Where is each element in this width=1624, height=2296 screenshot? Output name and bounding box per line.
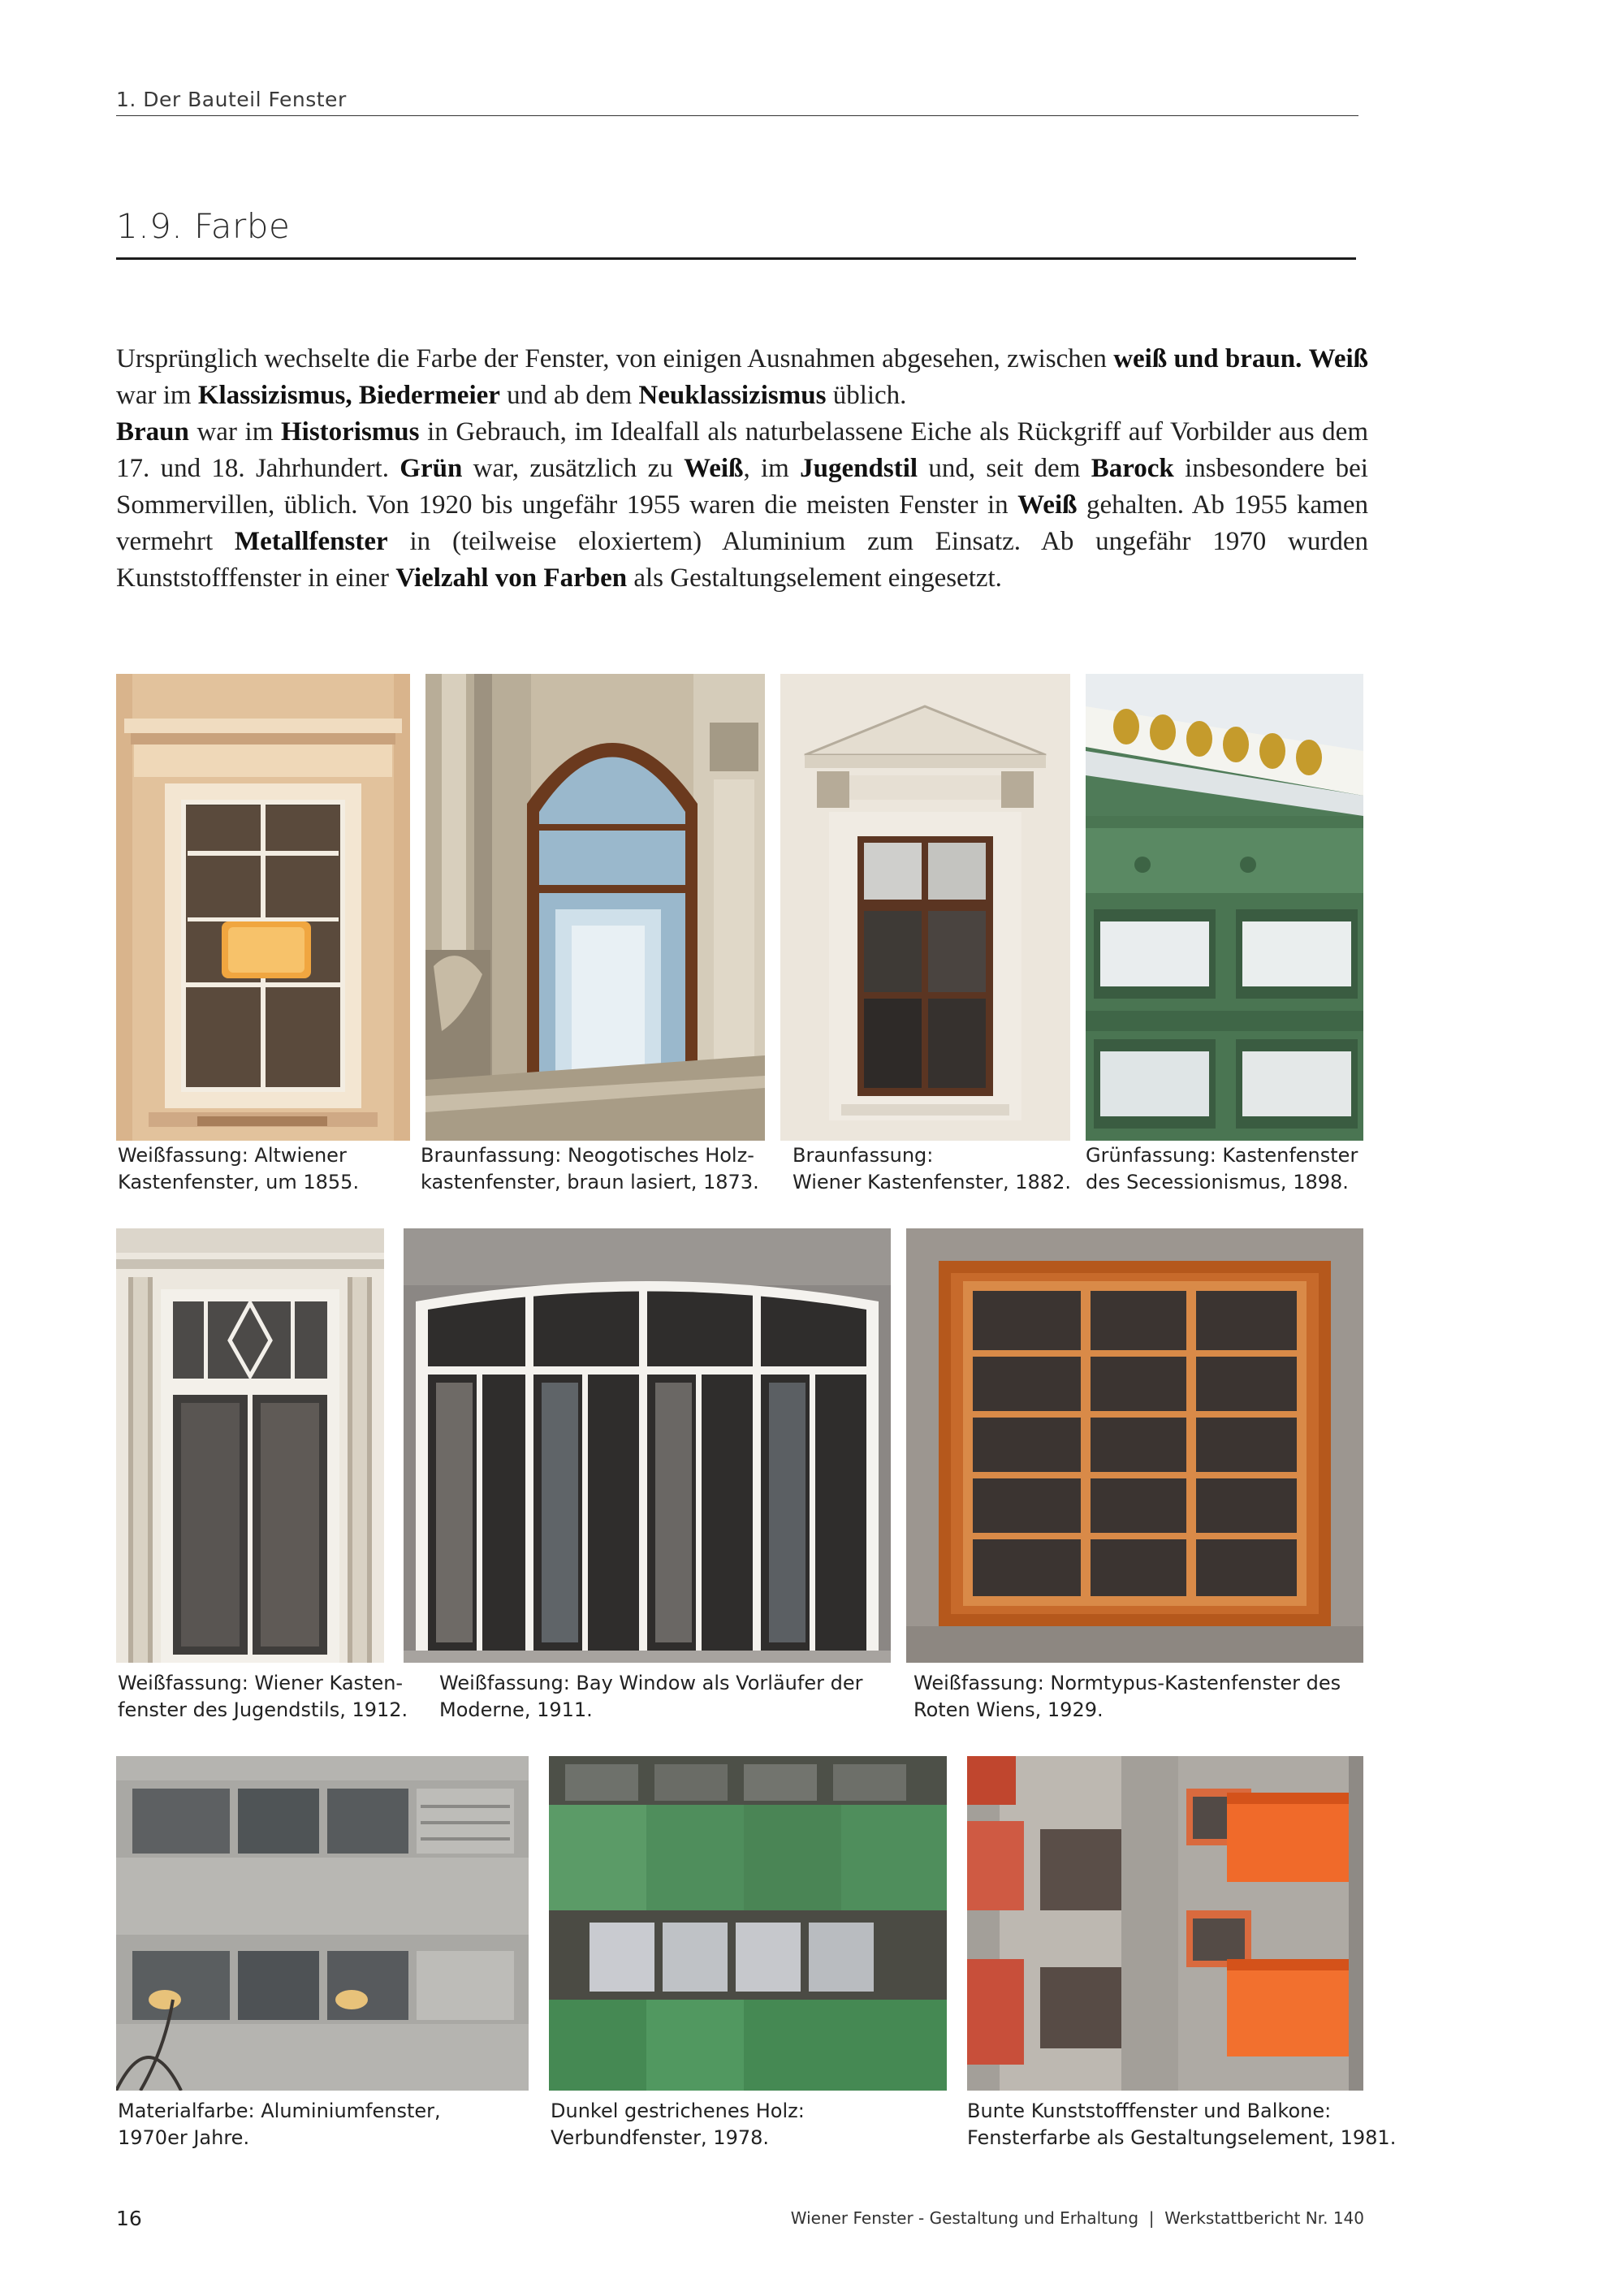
figure-caption: Dunkel gestrichenes Holz: Verbundfenster, 1978.	[551, 2100, 805, 2149]
intro-paragraph: Ursprünglich wechselte die Farbe der Fenster, von einigen Ausnahmen abgesehen, zwischen weiß und braun. Weiß war im Klassizismus, Biedermeier und ab dem Neuklassizismus üblich. Braun war im Historismus in Gebrauch, im Idealfall als naturbelassene Eiche als Rückgriff auf Vorbilder aus dem 17. und 18. Jahrhundert. Grün war, zusätzlich zu Weiß, im Jugendstil und, seit dem Barock insbesondere bei Sommervillen, üblich. Von 1920 bis ungefähr 1955 waren die meisten Fenster in Weiß gehalten. Ab 1955 kamen vermehrt Metallfenster in (teilweise eloxiertem) Aluminium zum Einsatz. Ab ungefähr 1970 wurden Kunststofffenster in einer Vielzahl von Farben als Gestaltungselement eingesetzt.	[116, 344, 1369, 593]
photo-white-normtypus-window-1929	[906, 1228, 1363, 1663]
figure-caption: Weißfassung: Altwiener Kastenfenster, um 1855.	[118, 1144, 360, 1193]
photo-white-jugendstil-window-1912	[116, 1228, 384, 1663]
photo-aluminium-windows-1970s	[116, 1756, 529, 2091]
photo-dark-wood-composite-windows-1978	[549, 1756, 947, 2091]
publication-footer: Wiener Fenster - Gestaltung und Erhaltung | Werkstattbericht Nr. 140	[790, 2208, 1364, 2228]
photo-white-box-window-1855	[116, 674, 410, 1141]
figure-caption: Grünfassung: Kastenfenster des Secessionismus, 1898.	[1086, 1144, 1358, 1193]
figure-caption: Weißfassung: Bay Window als Vorläufer der Moderne, 1911.	[439, 1672, 863, 1721]
photo-white-bay-window-1911	[404, 1228, 891, 1663]
figure-caption: Weißfassung: Wiener Kasten- fenster des Jugendstils, 1912.	[118, 1672, 408, 1721]
photo-green-secession-window-1898	[1086, 674, 1363, 1141]
photo-brown-gothic-window-1873	[425, 674, 765, 1141]
running-header: 1. Der Bauteil Fenster	[116, 88, 1358, 116]
figure-caption: Braunfassung: Neogotisches Holz- kastenfenster, braun lasiert, 1873.	[421, 1144, 759, 1193]
figure-caption: Braunfassung: Wiener Kastenfenster, 1882.	[793, 1144, 1071, 1193]
photo-colourful-plastic-windows-1981	[967, 1756, 1363, 2091]
page-number: 16	[116, 2207, 142, 2230]
figure-caption: Materialfarbe: Aluminiumfenster, 1970er Jahre.	[118, 2100, 441, 2149]
photo-brown-box-window-1882	[780, 674, 1070, 1141]
figure-caption: Weißfassung: Normtypus-Kastenfenster des Roten Wiens, 1929.	[914, 1672, 1341, 1721]
figure-caption: Bunte Kunststofffenster und Balkone: Fensterfarbe als Gestaltungselement, 1981.	[967, 2100, 1397, 2149]
section-title: 1.9. Farbe	[116, 206, 1356, 260]
